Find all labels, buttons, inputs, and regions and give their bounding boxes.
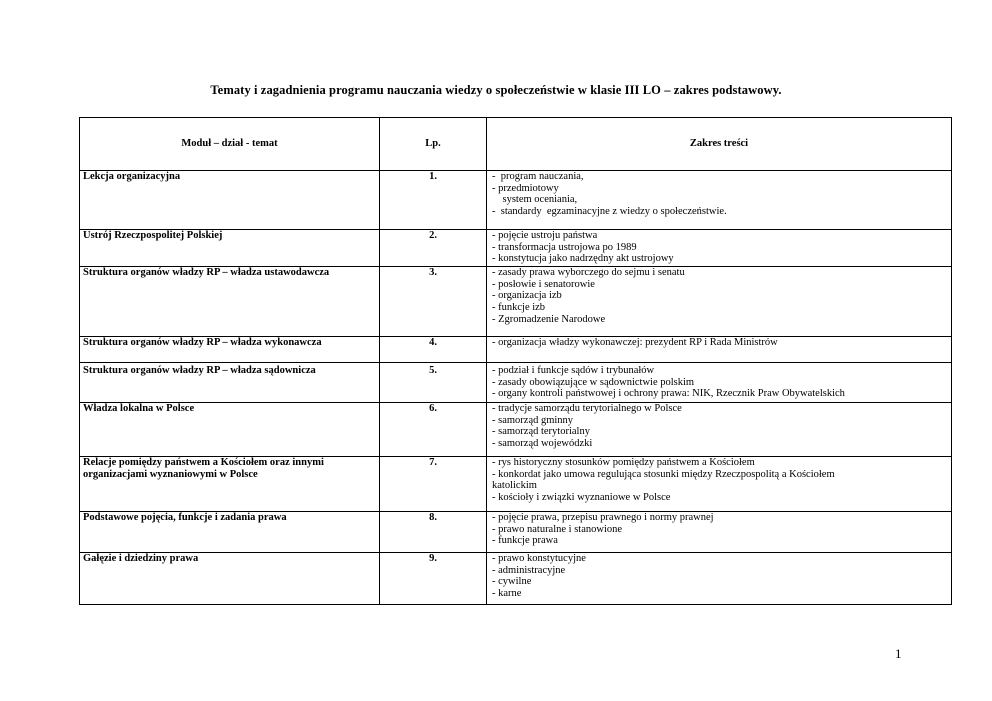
column-header-topic: Moduł – dział - temat	[80, 118, 380, 171]
row-lp: 1.	[380, 171, 487, 230]
row-topic: Ustrój Rzeczpospolitej Polskiej	[80, 230, 380, 267]
row-topic: Lekcja organizacyjna	[80, 171, 380, 230]
content-line: - karne	[492, 588, 522, 600]
row-content	[487, 457, 952, 512]
row-content	[487, 363, 952, 403]
row-content	[487, 230, 952, 267]
content-line: - prawo konstytucyjne	[492, 553, 586, 564]
content-line: - organizacja władzy wykonawczej: prezydent RP i Rada Ministrów	[492, 337, 778, 348]
column-header-lp: Lp.	[380, 118, 487, 171]
content-line: - zasady obowiązujące w sądownictwie polskim	[492, 376, 695, 388]
content-line: - samorząd gminny	[492, 414, 574, 426]
content-line: - kościoły i związki wyznaniowe w Polsce	[492, 492, 671, 504]
row-lp: 4.	[380, 337, 487, 363]
row-topic: Struktura organów władzy RP – władza sądownicza	[80, 363, 380, 403]
row-content	[487, 403, 952, 457]
row-topic: Struktura organów władzy RP – władza wykonawcza	[80, 337, 380, 363]
row-lp: 7.	[380, 457, 487, 512]
document-title: Tematy i zagadnienia programu nauczania wiedzy o społeczeństwie w klasie III LO – zakres podstawowy.	[210, 83, 782, 97]
table-row	[80, 230, 952, 267]
content-line: - program nauczania,	[492, 171, 584, 182]
table-row	[80, 337, 952, 363]
row-lp: 8.	[380, 512, 487, 553]
content-line: - przedmiotowy	[492, 182, 559, 194]
content-line: - konkordat jako umowa regulująca stosunki między Rzeczpospolitą a Kościołem	[492, 468, 835, 480]
content-line: - zasady prawa wyborczego do sejmu i senatu	[492, 267, 685, 278]
row-topic	[80, 457, 380, 512]
row-topic: Struktura organów władzy RP – władza ustawodawcza	[80, 267, 380, 337]
row-content	[487, 553, 952, 605]
table-row	[80, 512, 952, 553]
row-lp: 3.	[380, 267, 487, 337]
content-line: - administracyjne	[492, 564, 566, 576]
row-content	[487, 337, 952, 363]
page-number: 1	[895, 646, 902, 661]
table-row	[80, 553, 952, 605]
content-line: - funkcje prawa	[492, 535, 558, 547]
content-line: - funkcje izb	[492, 302, 546, 314]
content-line: katolickim	[492, 480, 537, 492]
table-row	[80, 363, 952, 403]
column-header-content: Zakres treści	[487, 118, 952, 171]
row-lp: 6.	[380, 403, 487, 457]
content-line: - pojęcie prawa, przepisu prawnego i normy prawnej	[492, 512, 714, 523]
row-lp: 2.	[380, 230, 487, 267]
content-line: - organizacja izb	[492, 290, 562, 302]
content-line: system oceniania,	[492, 194, 578, 206]
table-header-row	[80, 118, 952, 171]
row-topic: Gałęzie i dziedziny prawa	[80, 553, 380, 605]
content-line: - konstytucja jako nadrzędny akt ustrojowy	[492, 253, 674, 265]
row-lp: 9.	[380, 553, 487, 605]
content-line: - organy kontroli państwowej i ochrony prawa: NIK, Rzecznik Praw Obywatelskich	[492, 388, 845, 400]
content-line: - cywilne	[492, 576, 532, 588]
row-lp: 5.	[380, 363, 487, 403]
row-topic: Podstawowe pojęcia, funkcje i zadania prawa	[80, 512, 380, 553]
table-row	[80, 267, 952, 337]
content-line: - samorząd wojewódzki	[492, 438, 593, 450]
content-line: - posłowie i senatorowie	[492, 278, 595, 290]
content-line: - rys historyczny stosunków pomiędzy państwem a Kościołem	[492, 457, 755, 468]
content-line: - Zgromadzenie Narodowe	[492, 313, 606, 325]
row-content	[487, 171, 952, 230]
table-row	[80, 171, 952, 230]
topic-line: organizacjami wyznaniowymi w Polsce	[83, 468, 258, 480]
row-content	[487, 267, 952, 337]
content-line: - transformacja ustrojowa po 1989	[492, 241, 637, 253]
content-line: - podział i funkcje sądów i trybunałów	[492, 365, 655, 376]
content-line: - tradycje samorządu terytorialnego w Polsce	[492, 403, 682, 414]
content-line: - standardy egzaminacyjne z wiedzy o społeczeństwie.	[492, 206, 727, 218]
table-row	[80, 403, 952, 457]
curriculum-table	[79, 117, 952, 605]
content-line: - prawo naturalne i stanowione	[492, 523, 623, 535]
topic-line: Relacje pomiędzy państwem a Kościołem oraz innymi	[83, 457, 324, 468]
row-topic: Władza lokalna w Polsce	[80, 403, 380, 457]
row-content	[487, 512, 952, 553]
content-line: - pojęcie ustroju państwa	[492, 230, 598, 241]
content-line: - samorząd terytorialny	[492, 426, 590, 438]
table-row	[80, 457, 952, 512]
